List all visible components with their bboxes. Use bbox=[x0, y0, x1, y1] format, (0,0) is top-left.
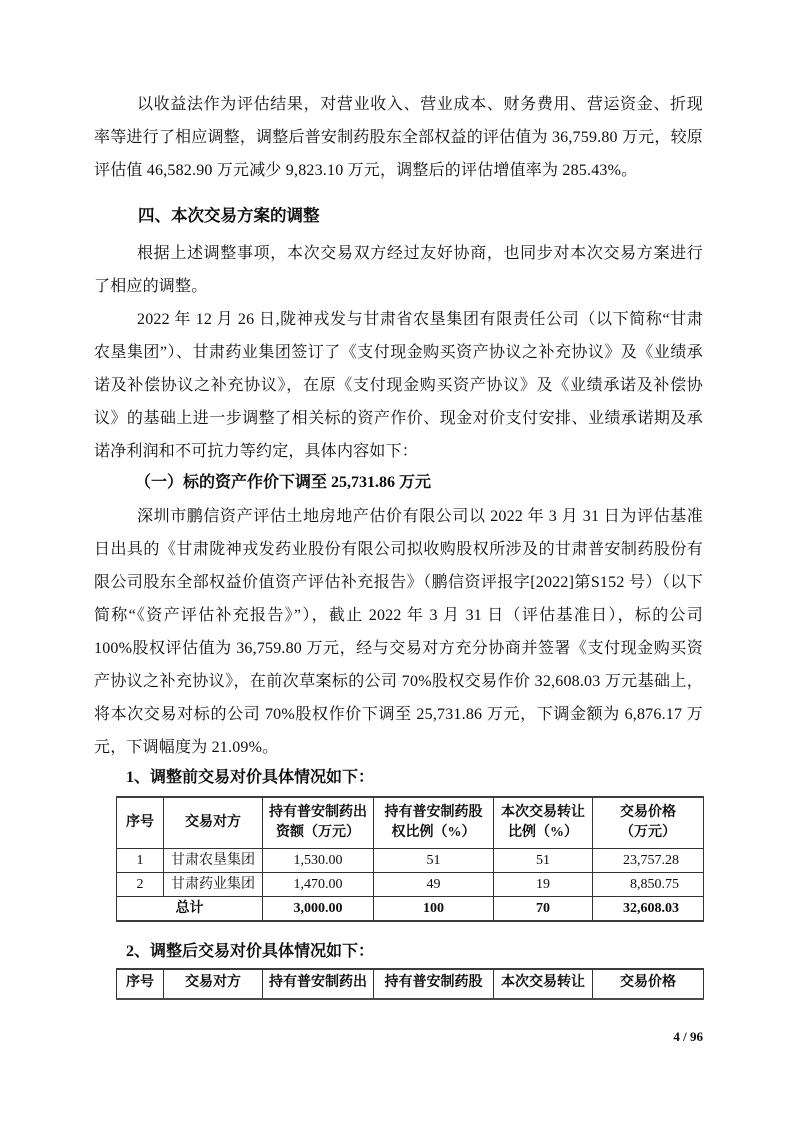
cell-index: 1 bbox=[117, 849, 164, 873]
table-header-row bbox=[117, 797, 704, 849]
cell-equity-ratio: 49 bbox=[374, 873, 494, 897]
header-cell-index: 序号 bbox=[117, 797, 164, 849]
header-cell-capital: 持有普安制药出 bbox=[263, 969, 374, 999]
cell-index: 2 bbox=[117, 873, 164, 897]
cell-price: 8,850.75 bbox=[593, 873, 704, 897]
header-cell-index: 序号 bbox=[117, 969, 164, 999]
cell-total-label: 总计 bbox=[117, 897, 263, 922]
cell-transfer-ratio: 19 bbox=[494, 873, 593, 897]
cell-counterparty: 甘肃药业集团 bbox=[164, 873, 263, 897]
document-content bbox=[94, 88, 703, 1000]
cell-equity-ratio: 51 bbox=[374, 849, 494, 873]
header-cell-counterparty: 交易对方 bbox=[164, 969, 263, 999]
header-cell-price: 交易价格 （万元） bbox=[593, 797, 704, 849]
header-cell-transfer-ratio: 本次交易转让 bbox=[494, 969, 593, 999]
cell-capital: 1,530.00 bbox=[263, 849, 374, 873]
header-cell-equity-ratio: 持有普安制药股 bbox=[374, 969, 494, 999]
page-number: 4 / 96 bbox=[673, 1029, 703, 1044]
table-row bbox=[117, 849, 704, 873]
paragraph-appraisal-report: 深圳市鹏信资产评估土地房地产估价有限公司以 2022 年 3 月 31 日为评估基准日出具的《甘肃陇神戎发药业股份有限公司拟收购股权所涉及的甘肃普安制药股份有限公司股东全部权益价值资产评估补充报告》（鹏信资评报字[2022]第S152 号）（以下简称“《资产评估补充报告》”），截止 2022 年 3 月 31 日（评估基准日），标的公司 100%股权评估值为 36,759.80 万元，经与交易对方充分协商并签署《支付现金购买资产协议之补充协议》，在前次草案标的公司 70%股权交易作价 32,608.03 万元基础上，将本次交易对标的公司 70%股权作价下调至 25,731.86 万元，下调金额为 6,876.17 万元，下调幅度为 21.09%。 bbox=[94, 508, 703, 756]
header-cell-counterparty: 交易对方 bbox=[164, 797, 263, 849]
header-cell-equity-ratio: 持有普安制药股 权比例（%） bbox=[374, 797, 494, 849]
cell-transfer-ratio: 51 bbox=[494, 849, 593, 873]
section-heading-4: 四、本次交易方案的调整 bbox=[138, 206, 320, 225]
header-cell-price: 交易价格 bbox=[593, 969, 704, 999]
table-header-row bbox=[117, 969, 704, 999]
table-row bbox=[117, 873, 704, 897]
subsection-heading-1: （一）标的资产作价下调至 25,731.86 万元 bbox=[135, 474, 432, 491]
paragraph-supplement-agreement: 2022 年 12 月 26 日,陇神戎发与甘肃省农垦集团有限责任公司（以下简称“甘肃农垦集团”）、甘肃药业集团签订了《支付现金购买资产协议之补充协议》及《业绩承诺及补偿协议之补充协议》，在原《支付现金购买资产协议》及《业绩承诺及补偿协议》的基础上进一步调整了相关标的资产作价、现金对价支付安排、业绩承诺期及承诺净利润和不可抗力等约定，具体内容如下： bbox=[94, 311, 703, 460]
cell-capital: 1,470.00 bbox=[263, 873, 374, 897]
cell-price: 23,757.28 bbox=[593, 849, 704, 873]
paragraph-valuation-adjustment: 以收益法作为评估结果，对营业收入、营业成本、财务费用、营运资金、折现率等进行了相应调整，调整后普安制药股东全部权益的评估值为 36,759.80 万元，较原评估值 46,582.90 万元减少 9,823.10 万元，调整后的评估增值率为 285.43%。 bbox=[94, 96, 703, 179]
cell-total-transfer-ratio: 70 bbox=[494, 897, 593, 922]
table-consideration-after-truncated bbox=[116, 968, 704, 1000]
item-heading-1: 1、调整前交易对价具体情况如下： bbox=[126, 769, 375, 786]
item-heading-2: 2、调整后交易对价具体情况如下： bbox=[126, 943, 375, 960]
table-total-row bbox=[117, 897, 704, 922]
paragraph-section4-intro: 根据上述调整事项，本次交易双方经过友好协商，也同步对本次交易方案进行了相应的调整。 bbox=[94, 245, 703, 295]
cell-total-equity-ratio: 100 bbox=[374, 897, 494, 922]
cell-total-price: 32,608.03 bbox=[593, 897, 704, 922]
cell-total-capital: 3,000.00 bbox=[263, 897, 374, 922]
header-cell-transfer-ratio: 本次交易转让 比例（%） bbox=[494, 797, 593, 849]
table-consideration-before bbox=[116, 796, 704, 922]
cell-counterparty: 甘肃农垦集团 bbox=[164, 849, 263, 873]
header-cell-capital: 持有普安制药出 资额（万元） bbox=[263, 797, 374, 849]
